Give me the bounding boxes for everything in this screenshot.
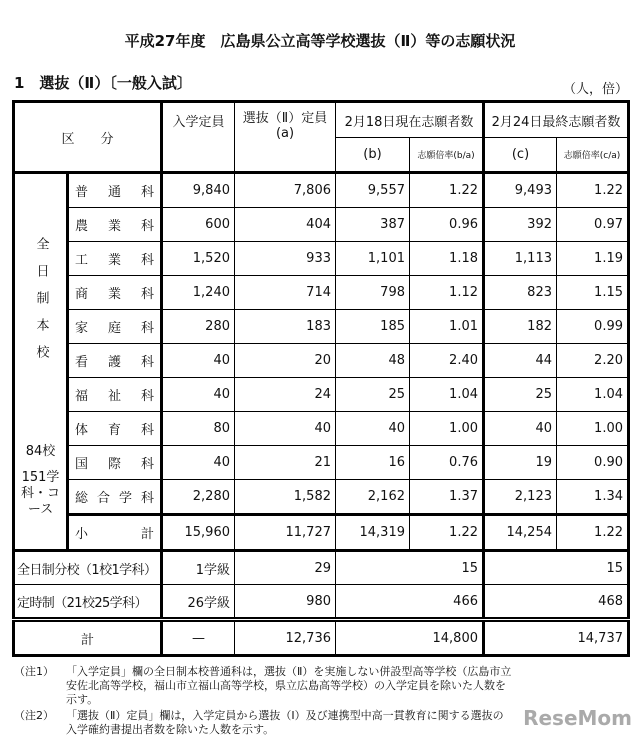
subject-label: 商業科	[68, 276, 162, 310]
selection-capacity-cell: 29	[235, 551, 336, 585]
row-label: 全日制分校（1校1学科）	[14, 551, 162, 585]
unit-label: （人，倍）	[562, 82, 628, 97]
applicants-b-cell: 48	[336, 344, 410, 378]
applicants-b-cell: 9,557	[336, 173, 410, 208]
resemom-watermark-logo: ReseMom	[523, 706, 632, 730]
applicants-c-cell: 14,254	[484, 515, 557, 551]
selection-capacity-cell: 1,582	[235, 480, 336, 515]
subject-label: 小計	[68, 515, 162, 551]
selection-capacity-cell: 980	[235, 585, 336, 620]
note-text: 「選抜（Ⅱ）定員」欄は，入学定員から選抜（Ⅰ）及び連携型中高一貫教育に関する選抜の入学確約書提出者数を除いた人数を示す。	[66, 709, 504, 736]
capacity-cell: 9,840	[162, 173, 235, 208]
capacity-cell: 1学級	[162, 551, 235, 585]
applicants-b-cell: 14,800	[336, 620, 484, 656]
subject-label: 家庭科	[68, 310, 162, 344]
capacity-cell: 26学級	[162, 585, 235, 620]
applicants-c-cell: 468	[484, 585, 629, 620]
subject-label: 工業科	[68, 242, 162, 276]
table-row	[14, 515, 629, 551]
subject-label: 福祉科	[68, 378, 162, 412]
ratio-c-cell: 1.04	[557, 378, 629, 412]
ratio-b-cell: 1.01	[410, 310, 484, 344]
note-text: 「入学定員」欄の全日制本校普通科は，選抜（Ⅱ）を実施しない併設型高等学校（広島市立安佐北高等学校，福山市立福山高等学校，県立広島高等学校）の入学定員を除いた人数を示す。	[66, 665, 512, 706]
header-kubun: 区 分	[14, 102, 162, 173]
table-row	[14, 208, 629, 242]
notes	[14, 665, 514, 739]
table-row	[14, 344, 629, 378]
applicants-c-cell: 1,113	[484, 242, 557, 276]
capacity-cell: 40	[162, 344, 235, 378]
selection-capacity-cell: 933	[235, 242, 336, 276]
capacity-cell: 280	[162, 310, 235, 344]
table-row	[14, 173, 629, 208]
capacity-cell: 40	[162, 446, 235, 480]
ratio-b-cell: 1.22	[410, 515, 484, 551]
capacity-cell: 80	[162, 412, 235, 446]
applicants-b-cell: 25	[336, 378, 410, 412]
applicants-b-cell: 16	[336, 446, 410, 480]
table-row	[14, 480, 629, 515]
selection-capacity-cell: 404	[235, 208, 336, 242]
capacity-cell: 1,240	[162, 276, 235, 310]
header-feb24: 2月24日最終志願者数	[484, 102, 629, 138]
table-row	[14, 310, 629, 344]
header-selection-capacity-sub: (a)	[275, 126, 295, 141]
ratio-c-cell: 1.15	[557, 276, 629, 310]
applicants-b-cell: 387	[336, 208, 410, 242]
applicants-b-cell: 1,101	[336, 242, 410, 276]
note-1	[14, 665, 514, 707]
selection-capacity-cell: 20	[235, 344, 336, 378]
parttime-row	[14, 585, 629, 620]
header-selection-capacity	[235, 102, 336, 173]
applicants-c-cell: 44	[484, 344, 557, 378]
selection-capacity-cell: 183	[235, 310, 336, 344]
applicants-c-cell: 9,493	[484, 173, 557, 208]
selection-capacity-cell: 11,727	[235, 515, 336, 551]
ratio-b-cell: 2.40	[410, 344, 484, 378]
ratio-c-cell: 1.00	[557, 412, 629, 446]
table-row	[14, 242, 629, 276]
capacity-cell: 1,520	[162, 242, 235, 276]
applicants-table	[12, 100, 630, 657]
ratio-c-cell: 1.22	[557, 173, 629, 208]
row-label: 計	[14, 620, 162, 656]
applicants-b-cell: 14,319	[336, 515, 410, 551]
table-row	[14, 412, 629, 446]
applicants-b-cell: 798	[336, 276, 410, 310]
capacity-cell: —	[162, 620, 235, 656]
table-row	[14, 446, 629, 480]
selection-capacity-cell: 24	[235, 378, 336, 412]
branch-row	[14, 551, 629, 585]
header-selection-capacity-label: 選抜（Ⅱ）定員	[242, 111, 328, 126]
applicants-c-cell: 40	[484, 412, 557, 446]
header-ratio-c: 志願倍率(c/a)	[557, 138, 629, 173]
applicants-b-cell: 2,162	[336, 480, 410, 515]
header-c: (c)	[484, 138, 557, 173]
ratio-c-cell: 2.20	[557, 344, 629, 378]
group-schools: 84校	[25, 444, 56, 459]
applicants-b-cell: 40	[336, 412, 410, 446]
applicants-c-cell: 15	[484, 551, 629, 585]
applicants-c-cell: 2,123	[484, 480, 557, 515]
capacity-cell: 2,280	[162, 480, 235, 515]
note-2	[14, 709, 514, 737]
subject-label: 普通科	[68, 173, 162, 208]
selection-capacity-cell: 21	[235, 446, 336, 480]
ratio-c-cell: 0.90	[557, 446, 629, 480]
ratio-b-cell: 0.76	[410, 446, 484, 480]
subject-label: 体育科	[68, 412, 162, 446]
ratio-b-cell: 1.18	[410, 242, 484, 276]
group-label: 全日制本校	[33, 236, 49, 372]
header-feb18: 2月18日現在志願者数	[336, 102, 484, 138]
applicants-c-cell: 182	[484, 310, 557, 344]
ratio-c-cell: 1.22	[557, 515, 629, 551]
applicants-c-cell: 823	[484, 276, 557, 310]
ratio-b-cell: 1.04	[410, 378, 484, 412]
group-cell	[14, 173, 68, 551]
ratio-c-cell: 0.99	[557, 310, 629, 344]
table-row	[14, 276, 629, 310]
note-mark: （注2）	[14, 709, 54, 722]
ratio-b-cell: 1.00	[410, 412, 484, 446]
applicants-c-cell: 14,737	[484, 620, 629, 656]
capacity-cell: 15,960	[162, 515, 235, 551]
total-row	[14, 620, 629, 656]
header-b: (b)	[336, 138, 410, 173]
ratio-c-cell: 0.97	[557, 208, 629, 242]
subject-label: 国際科	[68, 446, 162, 480]
note-mark: （注1）	[14, 665, 54, 678]
header-capacity: 入学定員	[162, 102, 235, 173]
capacity-cell: 40	[162, 378, 235, 412]
applicants-b-cell: 185	[336, 310, 410, 344]
subject-label: 看護科	[68, 344, 162, 378]
section-heading: 1 選抜（Ⅱ）〔一般入試〕	[14, 74, 192, 92]
applicants-b-cell: 15	[336, 551, 484, 585]
applicants-b-cell: 466	[336, 585, 484, 620]
row-label: 定時制（21校25学科）	[14, 585, 162, 620]
ratio-c-cell: 1.34	[557, 480, 629, 515]
selection-capacity-cell: 40	[235, 412, 336, 446]
group-courses: 151学科・コース	[20, 470, 60, 517]
applicants-c-cell: 392	[484, 208, 557, 242]
table-row	[14, 378, 629, 412]
ratio-b-cell: 0.96	[410, 208, 484, 242]
applicants-c-cell: 19	[484, 446, 557, 480]
applicants-c-cell: 25	[484, 378, 557, 412]
subject-label: 農業科	[68, 208, 162, 242]
page-title: 平成27年度 広島県公立高等学校選抜（Ⅱ）等の志願状況	[124, 32, 516, 50]
ratio-c-cell: 1.19	[557, 242, 629, 276]
header-ratio-b: 志願倍率(b/a)	[410, 138, 484, 173]
ratio-b-cell: 1.12	[410, 276, 484, 310]
ratio-b-cell: 1.22	[410, 173, 484, 208]
capacity-cell: 600	[162, 208, 235, 242]
subject-label: 総合学科	[68, 480, 162, 515]
selection-capacity-cell: 12,736	[235, 620, 336, 656]
selection-capacity-cell: 7,806	[235, 173, 336, 208]
selection-capacity-cell: 714	[235, 276, 336, 310]
ratio-b-cell: 1.37	[410, 480, 484, 515]
